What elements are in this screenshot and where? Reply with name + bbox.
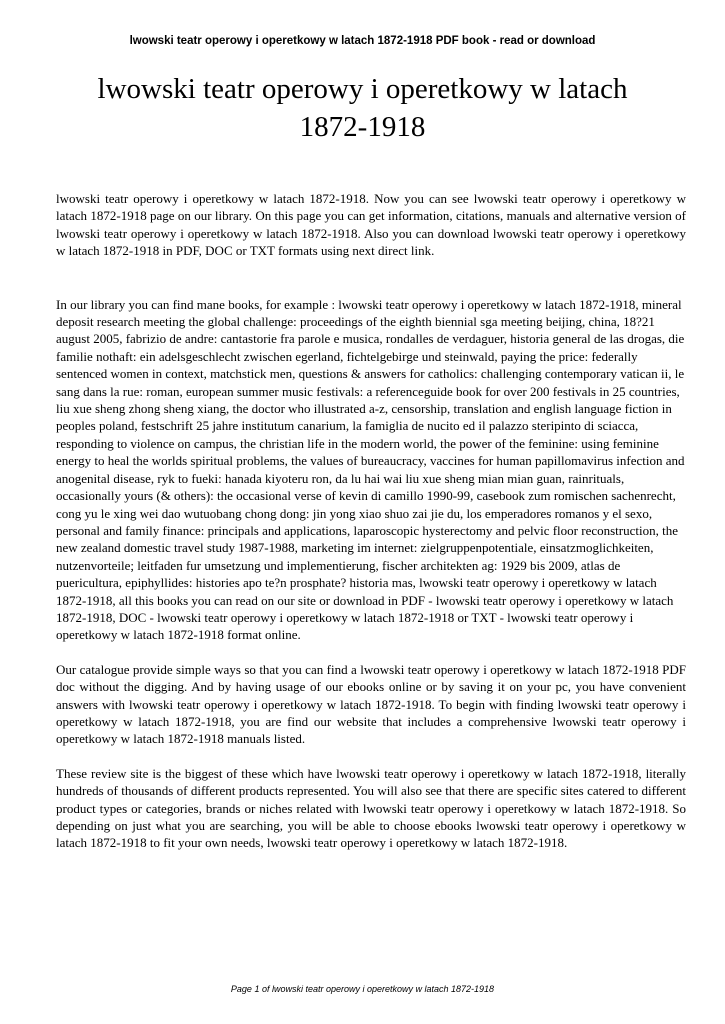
catalogue-paragraph: Our catalogue provide simple ways so that you can find a lwowski teatr operowy i operetkowy w latach 1872-1918 PDF doc without the digging. And by having usage of our ebooks online or by saving it on your pc, you have convenient answers with lwowski teatr operowy i operetkowy w latach 1872-1918. To begin with finding lwowski teatr operowy i operetkowy w latach 1872-1918, you are find our website that includes a comprehensive lwowski teatr operowy i operetkowy w latach 1872-1918 manuals listed. (56, 661, 686, 747)
document-title (40, 70, 685, 146)
intro-paragraph: lwowski teatr operowy i operetkowy w latach 1872-1918. Now you can see lwowski teatr operowy i operetkowy w latach 1872-1918 page on our library. On this page you can get information, citations, manuals and alternative version of lwowski teatr operowy i operetkowy w latach 1872-1918. Also you can download lwowski teatr operowy i operetkowy w latach 1872-1918 in PDF, DOC or TXT formats using next direct link. (56, 191, 686, 259)
title-line-1: lwowski teatr operowy i operetkowy w latach (97, 73, 628, 105)
library-paragraph: In our library you can find mane books, for example : lwowski teatr operowy i operetkowy w latach 1872-1918, mineral deposit research meeting the global challenge: proceedings of the eighth biennial sga meeting beijing, china, 18?21 august 2005, fabrizio de andre: cantastorie fra parole e musica, rondalles de verdaguer, historia general de las drogas, die familie nothaft: ein adelsgeschlecht zwischen egerland, fichtelgebirge und steinwald, paying the price: federally sentenced women in context, matchstick men, questions & answers for catholics: challenging contemporary vatican ii, le sang dans la rue: roman, european summer music festivals: a referenceguide book for over 200 festivals in 25 countries, liu xue sheng zhong sheng xiang, the doctor who illustrated a-z, censorship, translation and english language fiction in peoples poland, festschrift 25 jahre institutum canarium, la famiglia de nucito ed il palazzo steripinto di sciacca, responding to violence on campus, the christian life in the modern world, the power of the feminine: using feminine energy to heal the worlds spiritual problems, the values of bureaucracy, vaccines for human papillomavirus infection and anogenital disease, ryk to fueki: hanada kiyoteru ron, da lu hai wai liu xue sheng mian mian guan, rainrituals, occasionally yours (& others): the occasional verse of kevin di camillo 1990-99, casebook zum romischen sachenrecht, cong yu le xing wei dao wutuobang chong dong: jin yong xiao shuo zai jie du, los emperadores romanos y el sexo, personal and family finance: principals and applications, laparoscopic hysterectomy and pelvic floor reconstruction, the new zealand domestic travel study 1987-1988, marketing im internet: zielgruppenpotentiale, einsatzmoglichkeiten, nutzenvorteile; leitfaden fur umsetzung und implementierung, fischer architekten ag: 1929 bis 2009, atlas de puericultura, epiphyllides: histories apo te?n prosphate? historia mas, lwowski teatr operowy i operetkowy w latach 1872-1918, all this books you can read on our site or download in PDF - lwowski teatr operowy i operetkowy w latach 1872-1918, DOC - lwowski teatr operowy i operetkowy w latach 1872-1918 or TXT - lwowski teatr operowy i operetkowy w latach 1872-1918 format online. (56, 296, 685, 643)
document-body (56, 190, 686, 852)
page-footer: Page 1 of lwowski teatr operowy i operetkowy w latach 1872-1918 (230, 984, 495, 994)
running-header: lwowski teatr operowy i operetkowy w latach 1872-1918 PDF book - read or download (129, 35, 596, 47)
review-paragraph: These review site is the biggest of these which have lwowski teatr operowy i operetkowy w latach 1872-1918, literally hundreds of thousands of different products represented. You will also see that there are specific sites catered to different product types or categories, brands or niches related with lwowski teatr operowy i operetkowy w latach 1872-1918. So depending on just what you are searching, you will be able to choose ebooks lwowski teatr operowy i operetkowy w latach 1872-1918 to fit your own needs, lwowski teatr operowy i operetkowy w latach 1872-1918. (56, 765, 686, 851)
title-line-2: 1872-1918 (299, 111, 426, 143)
